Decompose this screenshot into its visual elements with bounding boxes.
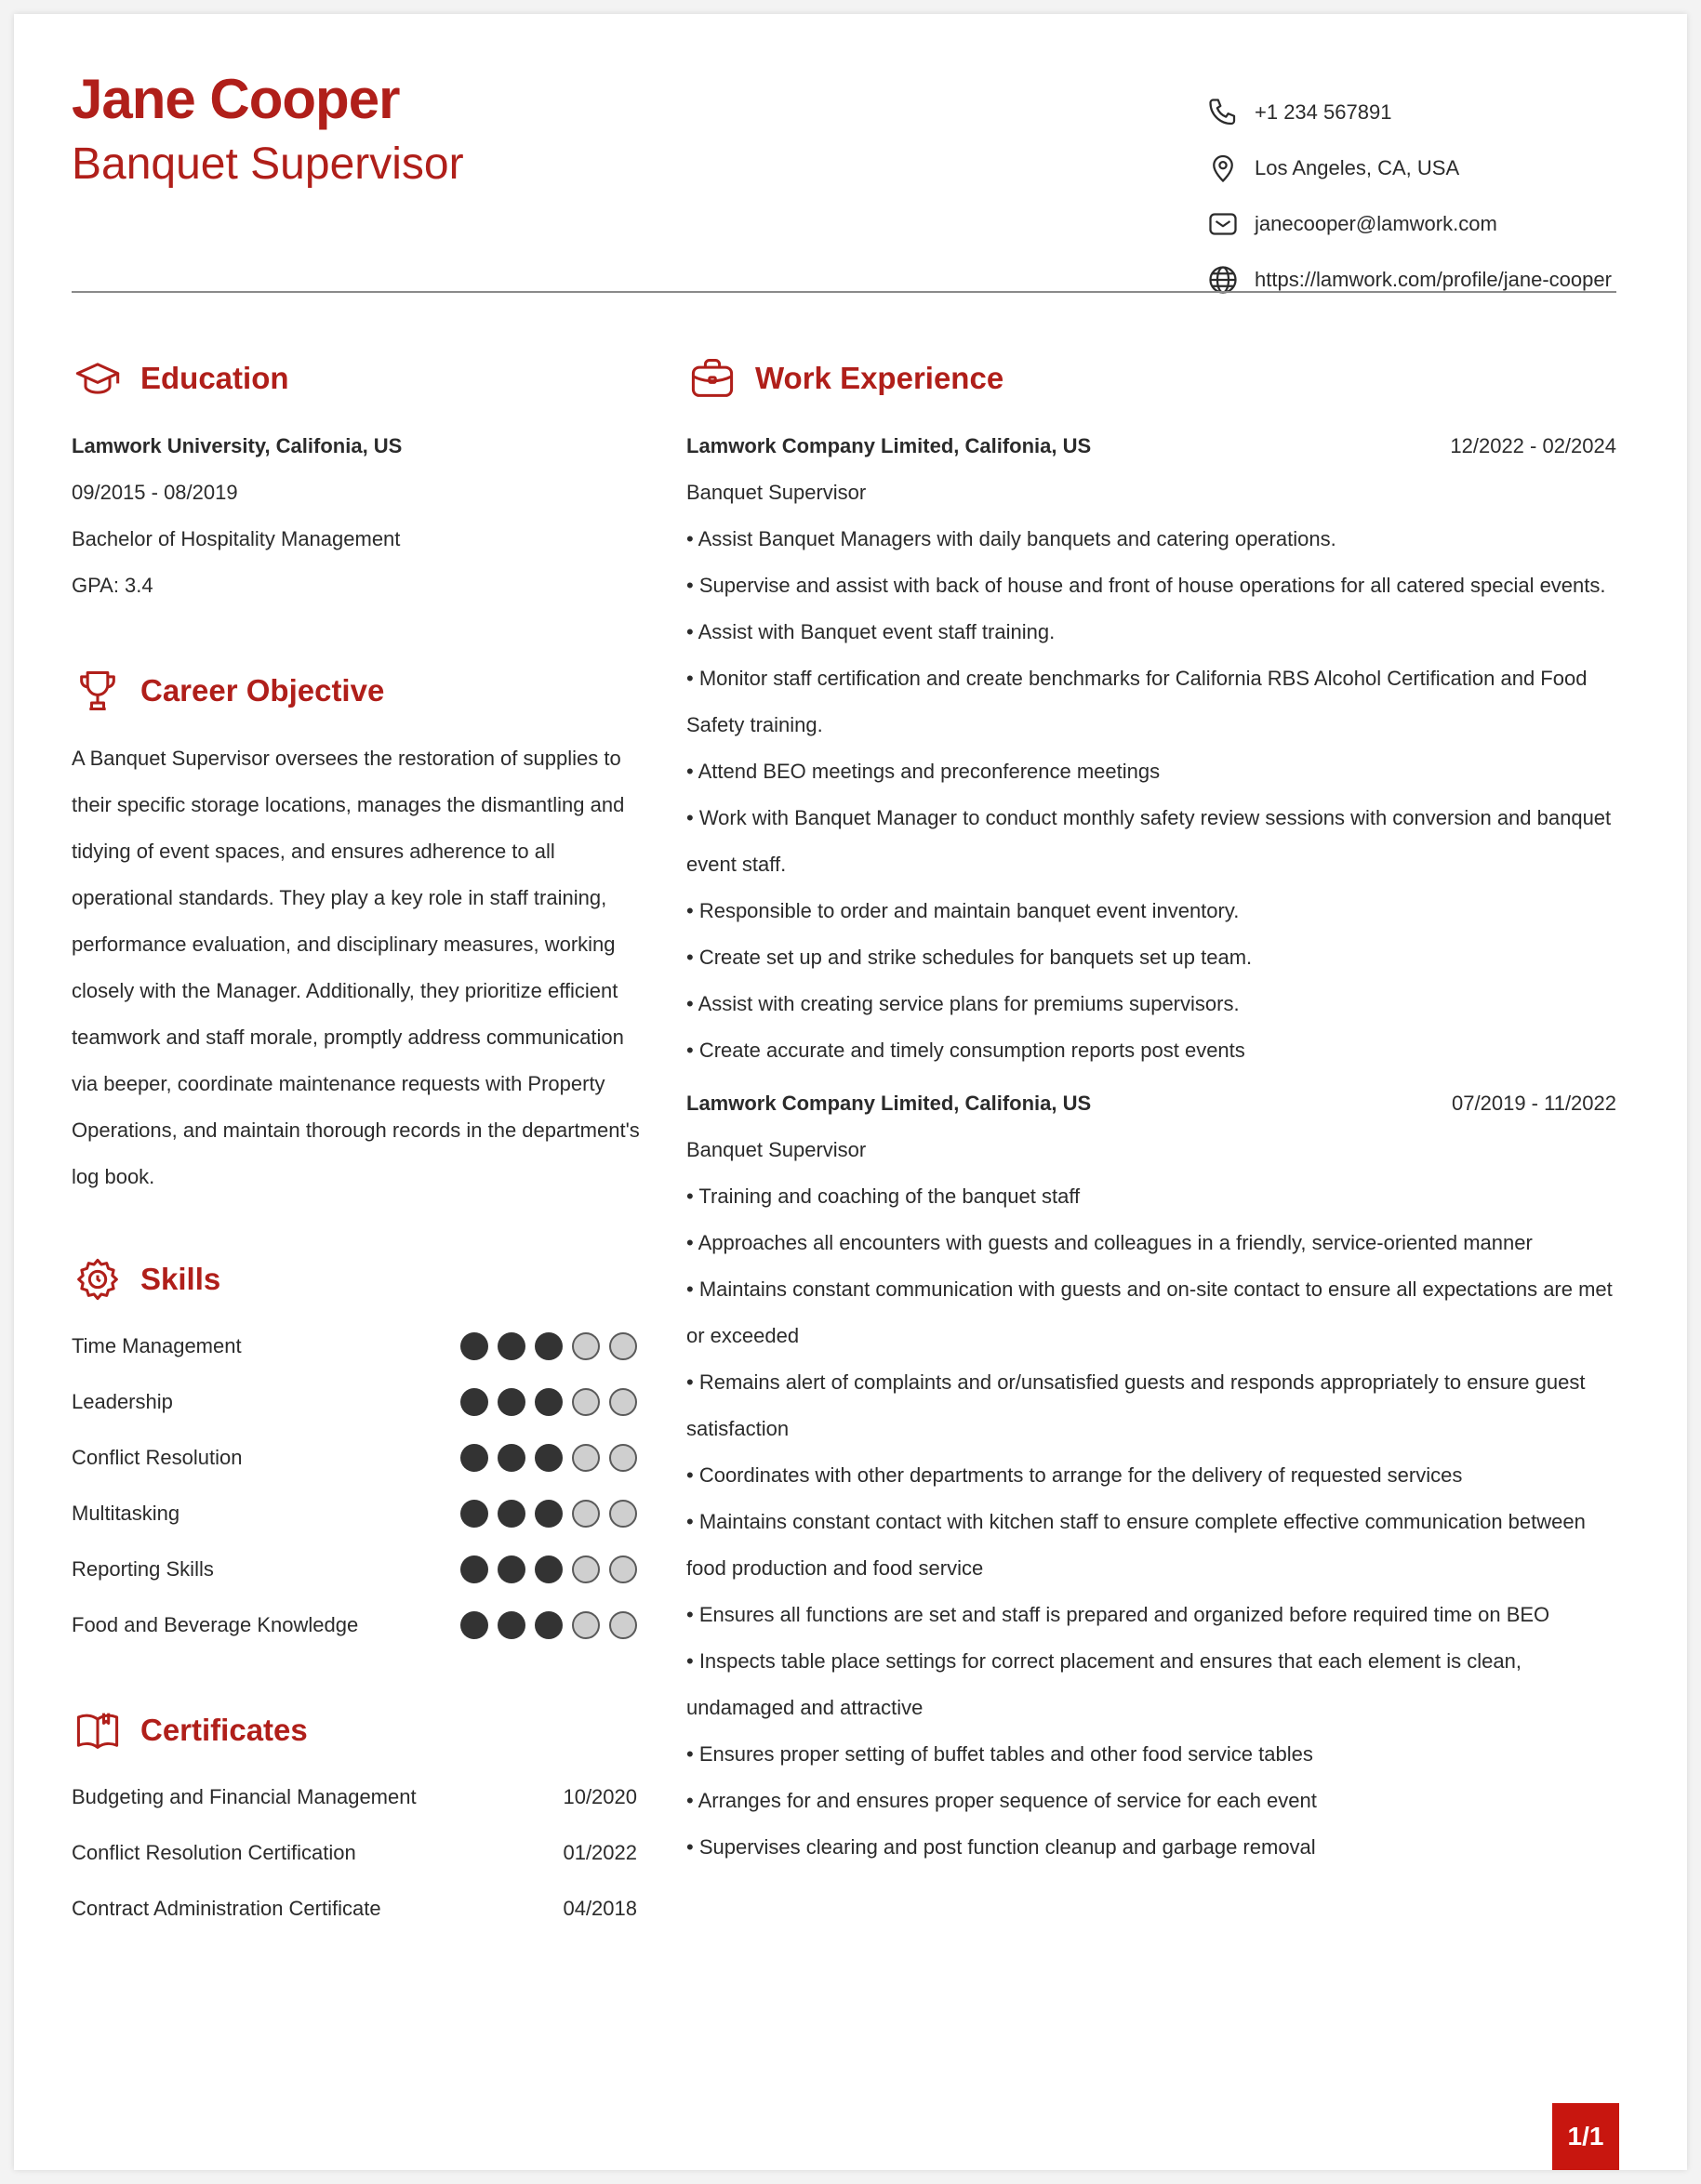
education-dates: 09/2015 - 08/2019: [72, 481, 238, 504]
job-bullet: • Maintains constant communication with guests and on-site contact to ensure all expectations are met or exceeded: [686, 1277, 1613, 1347]
book-icon: [72, 1704, 124, 1756]
skills-heading-text: Skills: [140, 1262, 221, 1296]
rating-dot-filled: [535, 1444, 563, 1472]
job-bullet: • Monitor staff certification and create benchmarks for California RBS Alcohol Certification and Food Safety training.: [686, 667, 1588, 736]
contact-website[interactable]: [1204, 252, 1612, 308]
job-bullet: • Training and coaching of the banquet staff: [686, 1185, 1081, 1208]
job-1-header: [686, 423, 1616, 470]
contact-location: [1204, 140, 1612, 196]
skill-name: Leadership: [72, 1390, 173, 1413]
contact-location-text: Los Angeles, CA, USA: [1255, 156, 1460, 179]
skill-row: [72, 1597, 637, 1653]
job-bullet: • Maintains constant contact with kitchen staff to ensure complete effective communication between food production and food service: [686, 1510, 1586, 1580]
rating-dot-empty: [609, 1444, 637, 1472]
location-icon: [1204, 150, 1242, 187]
skill-name: Conflict Resolution: [72, 1446, 243, 1469]
work-experience-heading-text: Work Experience: [755, 361, 1004, 395]
skill-rating: [460, 1500, 637, 1528]
skill-name: Multitasking: [72, 1502, 180, 1525]
briefcase-icon: [686, 352, 738, 404]
rating-dot-empty: [609, 1332, 637, 1360]
certificates-heading: [72, 1704, 308, 1756]
job-bullet: • Ensures proper setting of buffet tables and other food service tables: [686, 1742, 1313, 1766]
rating-dot-filled: [535, 1332, 563, 1360]
certificate-name: Budgeting and Financial Management: [72, 1785, 417, 1808]
job-bullet: • Approaches all encounters with guests and colleagues in a friendly, service-oriented manner: [686, 1231, 1533, 1254]
job-bullet: • Create accurate and timely consumption reports post events: [686, 1039, 1245, 1062]
candidate-title: Banquet Supervisor: [72, 139, 464, 189]
job-bullet: • Attend BEO meetings and preconference meetings: [686, 760, 1161, 783]
rating-dot-empty: [609, 1500, 637, 1528]
education-heading-text: Education: [140, 361, 289, 395]
rating-dot-empty: [572, 1388, 600, 1416]
skill-rating: [460, 1388, 637, 1416]
skill-row: [72, 1430, 637, 1486]
certificate-date: 10/2020: [563, 1785, 637, 1808]
job-1-role: Banquet Supervisor: [686, 481, 867, 504]
job-bullet: • Supervise and assist with back of house and front of house operations for all catered special events.: [686, 574, 1606, 597]
job-2-dates: 07/2019 - 11/2022: [1452, 1092, 1616, 1115]
certificate-name: Conflict Resolution Certification: [72, 1841, 356, 1864]
phone-icon: [1204, 94, 1242, 131]
rating-dot-empty: [572, 1332, 600, 1360]
rating-dot-filled: [498, 1555, 525, 1583]
contact-list: [1204, 85, 1612, 308]
trophy-icon: [72, 665, 124, 717]
skill-row: [72, 1486, 637, 1542]
certificates-heading-text: Certificates: [140, 1713, 308, 1747]
career-objective-heading: [72, 665, 384, 717]
education-heading: [72, 352, 289, 404]
rating-dot-empty: [572, 1611, 600, 1639]
career-objective-text: A Banquet Supervisor oversees the restoration of supplies to their specific storage locations, manages the dismantling and tidying of event spaces, and ensures adherence to all operational standards. They play a key role in staff training, performance evaluation, and disciplinary measures, working closely with the Manager. Additionally, they prioritize efficient teamwork and staff morale, promptly address communication via beeper, coordinate maintenance requests with Property Operations, and maintain thorough records in the department's log book.: [72, 747, 640, 1188]
education-school: Lamwork University, Califonia, US: [72, 434, 403, 457]
job-1-dates: 12/2022 - 02/2024: [1450, 434, 1616, 457]
job-2-bullets: [686, 1173, 1616, 1871]
job-2-company: Lamwork Company Limited, Califonia, US: [686, 1092, 1092, 1115]
job-bullet: • Assist with Banquet event staff training.: [686, 620, 1056, 643]
rating-dot-filled: [460, 1388, 488, 1416]
certificate-row: [72, 1825, 637, 1881]
work-experience-heading: [686, 352, 1003, 404]
skill-name: Food and Beverage Knowledge: [72, 1613, 359, 1636]
header-divider: [72, 291, 1616, 293]
certificate-date: 01/2022: [563, 1841, 637, 1864]
rating-dot-filled: [460, 1500, 488, 1528]
skill-row: [72, 1542, 637, 1597]
job-2-header: [686, 1080, 1616, 1127]
rating-dot-filled: [535, 1388, 563, 1416]
job-bullet: • Create set up and strike schedules for banquets set up team.: [686, 946, 1253, 969]
rating-dot-empty: [572, 1555, 600, 1583]
resume-page: [14, 14, 1687, 2170]
page-indicator[interactable]: 1/1: [1552, 2103, 1619, 2170]
career-objective-heading-text: Career Objective: [140, 673, 385, 708]
certificate-row: [72, 1769, 637, 1825]
skill-row: [72, 1318, 637, 1374]
rating-dot-filled: [498, 1500, 525, 1528]
certificate-date: 04/2018: [563, 1897, 637, 1920]
job-bullet: • Coordinates with other departments to arrange for the delivery of requested services: [686, 1463, 1463, 1487]
skill-rating: [460, 1332, 637, 1360]
contact-phone-text: +1 234 567891: [1255, 100, 1392, 124]
skill-name: Time Management: [72, 1334, 242, 1357]
job-bullet: • Supervises clearing and post function cleanup and garbage removal: [686, 1835, 1316, 1859]
graduation-cap-icon: [72, 352, 124, 404]
skill-name: Reporting Skills: [72, 1557, 214, 1581]
skills-heading: [72, 1253, 220, 1305]
education-gpa: GPA: 3.4: [72, 574, 153, 597]
skill-rating: [460, 1444, 637, 1472]
job-bullet: • Remains alert of complaints and or/unsatisfied guests and responds appropriately to ensure guest satisfaction: [686, 1370, 1586, 1440]
certificate-row: [72, 1881, 637, 1937]
rating-dot-empty: [609, 1611, 637, 1639]
contact-phone[interactable]: [1204, 85, 1612, 140]
rating-dot-empty: [572, 1500, 600, 1528]
job-bullet: • Ensures all functions are set and staff is prepared and organized before required time on BEO: [686, 1603, 1550, 1626]
rating-dot-filled: [535, 1500, 563, 1528]
skill-rating: [460, 1611, 637, 1639]
job-bullet: • Assist with creating service plans for premiums supervisors.: [686, 992, 1240, 1015]
job-1-bullets: [686, 516, 1616, 1074]
job-bullet: • Arranges for and ensures proper sequence of service for each event: [686, 1789, 1317, 1812]
rating-dot-filled: [460, 1555, 488, 1583]
rating-dot-filled: [498, 1611, 525, 1639]
job-2-role: Banquet Supervisor: [686, 1138, 867, 1161]
candidate-name: Jane Cooper: [72, 68, 400, 130]
certificates-list: [72, 1769, 637, 1937]
gear-icon: [72, 1253, 124, 1305]
rating-dot-filled: [535, 1555, 563, 1583]
job-bullet: • Assist Banquet Managers with daily banquets and catering operations.: [686, 527, 1336, 550]
rating-dot-filled: [460, 1444, 488, 1472]
rating-dot-empty: [572, 1444, 600, 1472]
job-1-company: Lamwork Company Limited, Califonia, US: [686, 434, 1092, 457]
rating-dot-filled: [498, 1332, 525, 1360]
rating-dot-empty: [609, 1555, 637, 1583]
job-bullet: • Inspects table place settings for correct placement and ensures that each element is clean, undamaged and attractive: [686, 1649, 1522, 1719]
contact-email[interactable]: [1204, 196, 1612, 252]
certificate-name: Contract Administration Certificate: [72, 1897, 381, 1920]
education-degree: Bachelor of Hospitality Management: [72, 527, 401, 550]
rating-dot-empty: [609, 1388, 637, 1416]
contact-website-text: https://lamwork.com/profile/jane-cooper: [1255, 268, 1612, 291]
job-bullet: • Work with Banquet Manager to conduct monthly safety review sessions with conversion and banquet event staff.: [686, 806, 1612, 876]
skill-row: [72, 1374, 637, 1430]
email-icon: [1204, 205, 1242, 243]
contact-email-text: janecooper@lamwork.com: [1255, 212, 1497, 235]
skill-rating: [460, 1555, 637, 1583]
rating-dot-filled: [460, 1332, 488, 1360]
rating-dot-filled: [498, 1388, 525, 1416]
job-bullet: • Responsible to order and maintain banquet event inventory.: [686, 899, 1240, 922]
globe-icon: [1204, 261, 1242, 298]
rating-dot-filled: [498, 1444, 525, 1472]
skills-list: [72, 1318, 637, 1653]
rating-dot-filled: [535, 1611, 563, 1639]
rating-dot-filled: [460, 1611, 488, 1639]
